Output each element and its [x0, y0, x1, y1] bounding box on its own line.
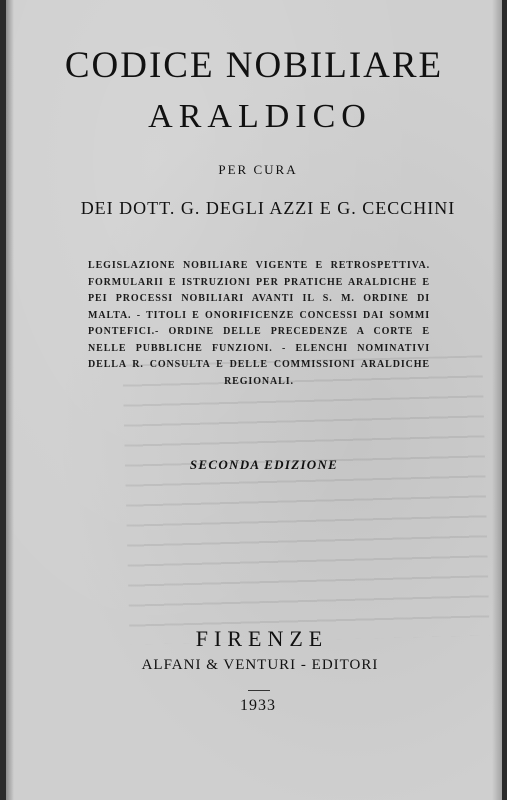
contents-description: LEGISLAZIONE NOBILIARE VIGENTE E RETROSPETTIVA. FORMULARII E ISTRUZIONI PER PRATICHE ARALDICHE E PEI PROCESSI NOBILIARI AVANTI IL S. M. ORDINE DI MALTA. - TITOLI E ONORIFICENZE CONCESSI DAI SOMMI PONTEFICI.- ORDINE DELLE PRECEDENZE A CORTE E NELLE PUBBLICHE FUNZIONI. - ELENCHI NOMINATIVI DELLA R. CONSULTA E DELLE COMMISSIONI ARALDICHE REGIONALI. [88, 260, 430, 387]
imprint-city: FIRENZE [195, 626, 329, 651]
authors-line: DEI DOTT. G. DEGLI AZZI E G. CECCHINI [80, 198, 456, 218]
title-page [6, 0, 502, 800]
edition-label: SECONDA EDIZIONE [189, 457, 339, 472]
divider-rule [248, 690, 270, 691]
curatorship-label: PER CURA [218, 162, 298, 177]
imprint-year: 1933 [240, 697, 276, 714]
imprint-publisher: ALFANI & VENTURI - EDITORI [141, 657, 379, 673]
book-title-line-1: CODICE NOBILIARE [64, 45, 444, 86]
show-through-text [122, 355, 489, 644]
book-title-line-2: ARALDICO [148, 98, 372, 135]
